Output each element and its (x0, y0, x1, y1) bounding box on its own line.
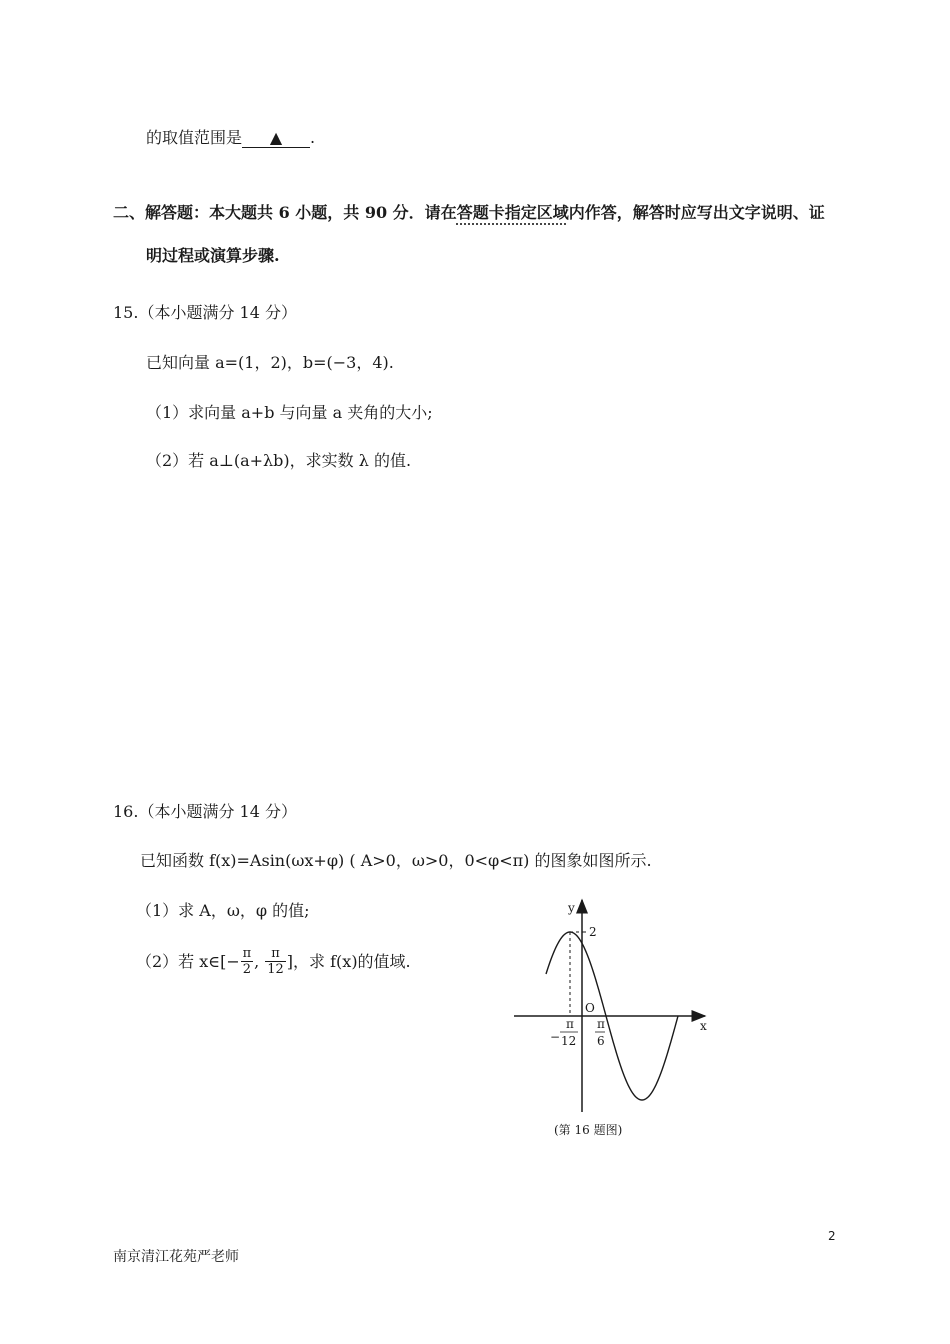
period: . (310, 128, 316, 147)
q16-part1: （1）求 A，ω，φ 的值; (136, 901, 310, 920)
fraction-neg-pi-over-2 (241, 946, 253, 977)
neg-frac-den: 12 (561, 1034, 577, 1048)
frac1-den: 2 (242, 962, 252, 977)
part2-suffix: ]，求 f(x)的值域. (286, 951, 411, 971)
q15-part1: （1）求向量 a+b 与向量 a 夹角的大小; (146, 403, 433, 422)
section2-heading-line2: 明过程或演算步骤. (146, 246, 280, 265)
x-label: x (700, 1019, 707, 1033)
section2-heading (113, 203, 825, 223)
heading-part2: 内作答，解答时应写出文字说明、证 (568, 203, 825, 222)
heading-emphasis: 答题卡指定区域 (456, 203, 569, 222)
neg-sign: − (550, 1030, 561, 1044)
frac1-num: π (242, 946, 252, 961)
q16-part2: （2）若 x∈[− $\frac{\pi}{2}$ , $\frac{\pi}{12}$ ]，求 f(x)的值域. (136, 946, 411, 977)
heading-part1: 二、解答题：本大题共 6 小题，共 90 分．请在 (113, 203, 457, 222)
answer-blank (242, 129, 310, 148)
max-label: 2 (589, 925, 597, 939)
origin-label: O (585, 1001, 595, 1015)
figure-caption: (第 16 题图) (554, 1123, 623, 1137)
range-text: 的取值范围是 (146, 128, 243, 147)
q16-title: 16.（本小题满分 14 分） (113, 802, 297, 821)
part2-prefix: （2）若 x∈[− (136, 951, 240, 971)
page-number: 2 (828, 1229, 836, 1243)
pos-frac-den: 6 (597, 1034, 605, 1048)
footer-text: 南京清江花苑严老师 (113, 1249, 239, 1265)
frac2-den: 12 (267, 962, 284, 977)
range-answer-line (146, 128, 315, 148)
pos-frac-num: π (597, 1017, 605, 1031)
q15-stem: 已知向量 a=(1，2)，b=(−3，4). (146, 353, 394, 372)
fraction-pi-over-12 (265, 946, 286, 977)
neg-frac-num: π (566, 1017, 574, 1031)
q16-stem: 已知函数 f(x)=Asin(ωx+φ) ( A>0，ω>0，0<φ<π) 的图象如图所示. (140, 851, 652, 870)
sine-graph-figure (500, 890, 720, 1150)
frac2-num: π (271, 946, 280, 961)
q15-title: 15.（本小题满分 14 分） (113, 303, 297, 322)
y-label: y (568, 901, 575, 915)
q15-part2: （2）若 a⊥(a+λb)，求实数 λ 的值. (146, 451, 412, 470)
triangle-mark: ▲ (269, 128, 283, 147)
